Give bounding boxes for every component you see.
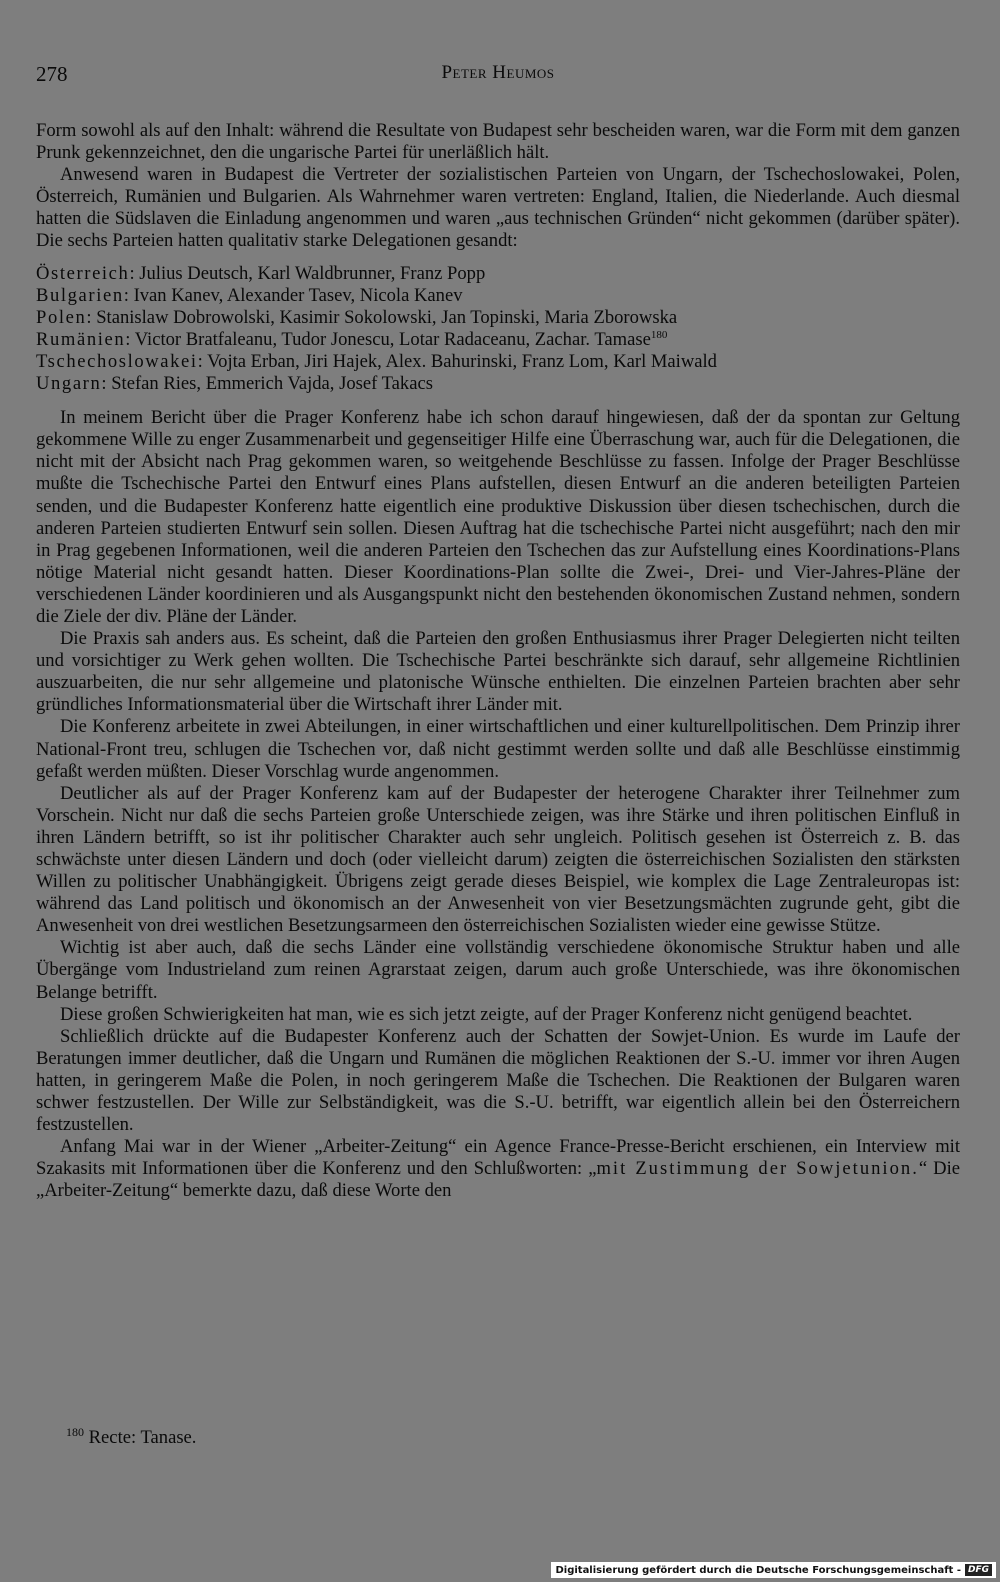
- delegation-entry: Rumänien: Victor Bratfaleanu, Tudor Jonescu, Lotar Radaceanu, Zachar. Tamase$^{180}$: [36, 328, 668, 350]
- delegation-members: Stanislaw Dobrowolski, Kasimir Sokolowski, Jan Topinski, Maria Zborowska: [96, 306, 678, 328]
- delegation-country: Tschechoslowakei: [36, 350, 198, 372]
- digitization-banner[interactable]: [551, 1562, 996, 1578]
- paragraph: Deutlicher als auf der Prager Konferenz kam auf der Budapester der heterogene Charakter ihrer Teilnehmer zum Vorschein. Nicht nur daß die sechs Parteien große Unterschiede zeigen, was ihre Stärke und ihren politischen Einfluß in ihren Ländern betrifft, so ist ihr politischer Charakter auch sehr ungleich. Politisch gesehen ist Österreich z. B. das schwächste unter diesen Ländern und doch (oder vielleicht darum) zeigten die österreichischen Sozialisten den stärksten Willen zu politischer Unabhängigkeit. Übrigens zeigt gerade dieses Beispiel, wie komplex die Lage Zentraleuropas ist: während das Land politisch und ökonomisch an der Anwesenheit von vier Besetzungsmächten zugrunde geht, gibt die Anwesenheit von drei westlichen Besetzungsarmeen den österreichischen Sozialisten wieder eine gewisse Stütze.: [36, 782, 960, 937]
- page-header: [36, 62, 960, 92]
- delegation-entry: Österreich: Julius Deutsch, Karl Waldbrunner, Franz Popp: [36, 262, 486, 284]
- paragraph: Anwesend waren in Budapest die Vertreter der sozialistischen Parteien von Ungarn, der Tschechoslowakei, Polen, Österreich, Rumänien und Bulgarien. Als Wahrnehmer waren vertreten: England, Italien, die Niederlande. Auch diesmal hatten die Südslaven die Einladung angenommen und waren „aus technischen Gründen“ nicht gekommen (darüber später). Die sechs Parteien hatten qualitativ starke Delegationen gesandt:: [36, 164, 960, 252]
- paragraph: [36, 1136, 960, 1202]
- paragraph-text: Anfang Mai war in der Wiener „Arbeiter-Zeitung“ ein Agence France-Presse-Bericht erschienen, ein Interview mit Szakasits mit Informationen über die Konferenz und den Schlußworten: „: [36, 1136, 960, 1180]
- body-text: [36, 120, 960, 1203]
- delegation-country: Bulgarien: [36, 284, 124, 306]
- delegation-country: Ungarn: [36, 373, 102, 395]
- delegation-members: Julius Deutsch, Karl Waldbrunner, Franz Popp: [139, 262, 486, 284]
- paragraph: Die Konferenz arbeitete in zwei Abteilungen, in einer wirtschaftlichen und einer kulturellpolitischen. Dem Prinzip ihrer National-Front treu, schlugen die Tschechen vor, daß nicht gestimmt werden sollte und daß alle Beschlüsse einstimmig gefaßt werden müßten. Dieser Vorschlag wurde angenommen.: [36, 716, 960, 782]
- delegation-entry: Tschechoslowakei: Vojta Erban, Jiri Hajek, Alex. Bahurinski, Franz Lom, Karl Maiwald: [36, 350, 717, 372]
- paragraph-text: “ Die „Arbeiter-Zeitung“ bemerkte dazu, daß diese Worte den: [36, 1158, 961, 1202]
- footnote-number: 180: [66, 1424, 84, 1439]
- paragraph: Diese großen Schwierigkeiten hat man, wie es sich jetzt zeigte, auf der Prager Konferenz nicht genügend beachtet.: [60, 1003, 913, 1025]
- delegation-members: Vojta Erban, Jiri Hajek, Alex. Bahurinski, Franz Lom, Karl Maiwald: [207, 350, 717, 372]
- paragraph: Wichtig ist aber auch, daß die sechs Länder eine vollständig verschiedene ökonomische Struktur haben und alle Übergänge vom Industrieland zum reinen Agrarstaat zeigen, darum auch große Unterschiede, was ihre ökonomischen Belange betrifft.: [36, 937, 960, 1003]
- footnote-text: Recte: Tanase.: [88, 1427, 197, 1448]
- delegation-members: Victor Bratfaleanu, Tudor Jonescu, Lotar Radaceanu, Zachar. Tamase: [134, 328, 651, 350]
- delegation-entry: Bulgarien: Ivan Kanev, Alexander Tasev, Nicola Kanev: [36, 284, 463, 306]
- running-head: Peter Heumos: [441, 62, 555, 83]
- footnote: [66, 1424, 197, 1449]
- dfg-logo: DFG: [965, 1564, 992, 1576]
- page-number: 278: [36, 62, 68, 86]
- spaced-quote: mit Zustimmung der Sowjetunion.: [596, 1158, 919, 1180]
- paragraph: Form sowohl als auf den Inhalt: während die Resultate von Budapest sehr bescheiden waren, war die Form mit dem ganzen Prunk gekennzeichnet, den die ungarische Partei für unerläßlich hält.: [36, 120, 960, 164]
- delegation-entry: Polen: Stanislaw Dobrowolski, Kasimir Sokolowski, Jan Topinski, Maria Zborowska: [36, 306, 678, 328]
- banner-text: Digitalisierung gefördert durch die Deutsche Forschungsgemeinschaft -: [555, 1564, 961, 1576]
- delegation-members: Stefan Ries, Emmerich Vajda, Josef Takacs: [111, 373, 433, 395]
- delegation-members: Ivan Kanev, Alexander Tasev, Nicola Kanev: [133, 284, 463, 306]
- paragraph: Schließlich drückte auf die Budapester Konferenz auch der Schatten der Sowjet-Union. Es wurde im Laufe der Beratungen immer deutlicher, daß die Ungarn und Rumänen die möglichen Reaktionen der S.-U. immer vor ihren Augen hatten, in geringerem Maße die Polen, in noch geringerem Maße die Tschechen. Die Reaktionen der Bulgaren waren schwer festzustellen. Der Wille zur Selbständigkeit, was die S.-U. betrifft, war eigentlich allein bei den Österreichern festzustellen.: [36, 1025, 960, 1136]
- delegation-list: [36, 263, 960, 396]
- footnote-reference[interactable]: 180: [650, 328, 668, 341]
- paragraph: Die Praxis sah anders aus. Es scheint, daß die Parteien den großen Enthusiasmus ihrer Prager Delegierten nicht teilten und vorsichtiger zu Werk gehen wollten. Die Tschechische Partei beschränkte sich darauf, sehr allgemeine Richtlinien auszuarbeiten, die nur sehr allgemeine und platonische Wünsche enthielten. Die einzelnen Parteien brachten aber sehr gründliches Informationsmaterial über die Wirtschaft ihrer Länder mit.: [36, 628, 960, 716]
- delegation-country: Polen: [36, 306, 87, 328]
- delegation-country: Rumänien: [36, 328, 126, 350]
- paragraph: In meinem Bericht über die Prager Konferenz habe ich schon darauf hingewiesen, daß der da spontan zur Geltung gekommene Wille zu enger Zusammenarbeit und gegenseitiger Hilfe eine Überraschung war, auch für die Delegationen, die nicht mit der Absicht nach Prag gekommen waren, so weitgehende Beschlüsse zu fassen. Infolge der Prager Beschlüsse mußte die Tschechische Partei den Entwurf eines Plans aufstellen, diesen Entwurf an die anderen beteiligten Parteien senden, und die Budapester Konferenz hatte eigentlich eine produktive Diskussion über diesen tschechischen, durch die anderen Parteien studierten Entwurf sein sollen. Diesen Auftrag hat die tschechische Partei nicht ausgeführt; nach den mir in Prag gegebenen Informationen, weil die anderen Parteien den Tschechen das zur Aufstellung eines Koordinations-Plans nötige Material nicht gesandt hatten. Dieser Koordinations-Plan sollte die Zwei-, Drei- und Vier-Jahres-Pläne der verschiedenen Länder koordinieren und als Ausgangspunkt nicht den bestehenden ökonomischen Zustand nehmen, sondern die Ziele der div. Pläne der Länder.: [36, 407, 960, 627]
- delegation-entry: Ungarn: Stefan Ries, Emmerich Vajda, Josef Takacs: [36, 373, 433, 395]
- delegation-country: Österreich: [36, 262, 130, 284]
